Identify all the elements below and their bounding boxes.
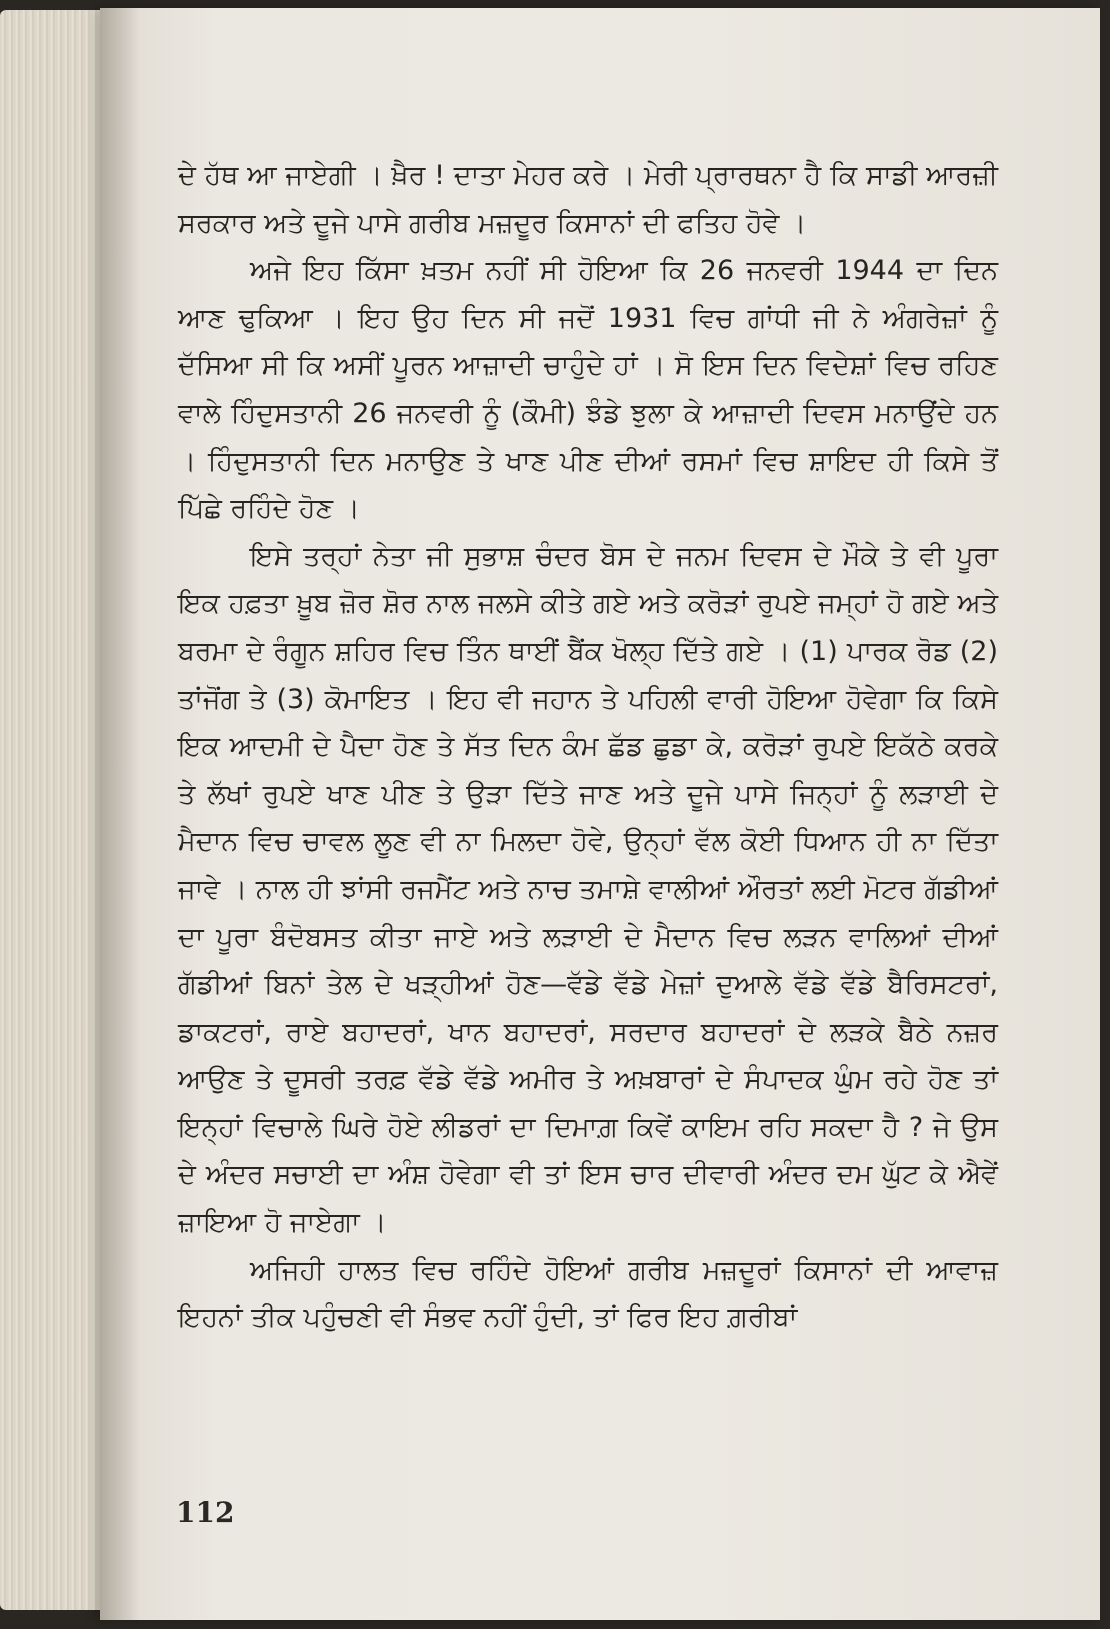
page-body-text	[178, 152, 998, 1342]
page-stack-edges	[0, 10, 110, 1610]
paragraph-3: ਇਸੇ ਤਰ੍ਹਾਂ ਨੇਤਾ ਜੀ ਸੁਭਾਸ਼ ਚੰਦਰ ਬੋਸ ਦੇ ਜਨਮ ਦਿਵਸ ਦੇ ਮੌਕੇ ਤੇ ਵੀ ਪੂਰਾ ਇਕ ਹਫ਼ਤਾ ਖ਼ੂਬ ਜ਼ੋਰ ਸ਼ੋਰ ਨਾਲ ਜਲਸੇ ਕੀਤੇ ਗਏ ਅਤੇ ਕਰੋੜਾਂ ਰੁਪਏ ਜਮ੍ਹਾਂ ਹੋ ਗਏ ਅਤੇ ਬਰਮਾ ਦੇ ਰੰਗੂਨ ਸ਼ਹਿਰ ਵਿਚ ਤਿੰਨ ਥਾਈਂ ਬੈਂਕ ਖੋਲ੍ਹ ਦਿੱਤੇ ਗਏ । (1) ਪਾਰਕ ਰੋਡ (2) ਤਾਂਜੋਂਗ ਤੇ (3) ਕੋਮਾਇਤ । ਇਹ ਵੀ ਜਹਾਨ ਤੇ ਪਹਿਲੀ ਵਾਰੀ ਹੋਇਆ ਹੋਵੇਗਾ ਕਿ ਕਿਸੇ ਇਕ ਆਦਮੀ ਦੇ ਪੈਦਾ ਹੋਣ ਤੇ ਸੱਤ ਦਿਨ ਕੰਮ ਛੱਡ ਛੁਡਾ ਕੇ, ਕਰੋੜਾਂ ਰੁਪਏ ਇਕੱਠੇ ਕਰਕੇ ਤੇ ਲੱਖਾਂ ਰੁਪਏ ਖਾਣ ਪੀਣ ਤੇ ਉੜਾ ਦਿੱਤੇ ਜਾਣ ਅਤੇ ਦੂਜੇ ਪਾਸੇ ਜਿਨ੍ਹਾਂ ਨੂੰ ਲੜਾਈ ਦੇ ਮੈਦਾਨ ਵਿਚ ਚਾਵਲ ਲੂਣ ਵੀ ਨਾ ਮਿਲਦਾ ਹੋਵੇ, ਉਨ੍ਹਾਂ ਵੱਲ ਕੋਈ ਧਿਆਨ ਹੀ ਨਾ ਦਿੱਤਾ ਜਾਵੇ । ਨਾਲ ਹੀ ਝਾਂਸੀ ਰਜਮੈਂਟ ਅਤੇ ਨਾਚ ਤਮਾਸ਼ੇ ਵਾਲੀਆਂ ਔਰਤਾਂ ਲਈ ਮੋਟਰ ਗੱਡੀਆਂ ਦਾ ਪੂਰਾ ਬੰਦੋਬਸਤ ਕੀਤਾ ਜਾਏ ਅਤੇ ਲੜਾਈ ਦੇ ਮੈਦਾਨ ਵਿਚ ਲੜਨ ਵਾਲਿਆਂ ਦੀਆਂ ਗੱਡੀਆਂ ਬਿਨਾਂ ਤੇਲ ਦੇ ਖੜ੍ਹੀਆਂ ਹੋਣ—ਵੱਡੇ ਵੱਡੇ ਮੇਜ਼ਾਂ ਦੁਆਲੇ ਵੱਡੇ ਵੱਡੇ ਬੈਰਿਸਟਰਾਂ, ਡਾਕਟਰਾਂ, ਰਾਏ ਬਹਾਦਰਾਂ, ਖਾਨ ਬਹਾਦਰਾਂ, ਸਰਦਾਰ ਬਹਾਦਰਾਂ ਦੇ ਲੜਕੇ ਬੈਠੇ ਨਜ਼ਰ ਆਉਣ ਤੇ ਦੂਸਰੀ ਤਰਫ਼ ਵੱਡੇ ਵੱਡੇ ਅਮੀਰ ਤੇ ਅਖ਼ਬਾਰਾਂ ਦੇ ਸੰਪਾਦਕ ਘੁੰਮ ਰਹੇ ਹੋਣ ਤਾਂ ਇਨ੍ਹਾਂ ਵਿਚਾਲੇ ਘਿਰੇ ਹੋਏ ਲੀਡਰਾਂ ਦਾ ਦਿਮਾਗ਼ ਕਿਵੇਂ ਕਾਇਮ ਰਹਿ ਸਕਦਾ ਹੈ ? ਜੇ ਉਸ ਦੇ ਅੰਦਰ ਸਚਾਈ ਦਾ ਅੰਸ਼ ਹੋਵੇਗਾ ਵੀ ਤਾਂ ਇਸ ਚਾਰ ਦੀਵਾਰੀ ਅੰਦਰ ਦਮ ਘੁੱਟ ਕੇ ਐਵੇਂ ਜ਼ਾਇਆ ਹੋ ਜਾਏਗਾ ।	[178, 540, 998, 1239]
paragraph-1: ਦੇ ਹੱਥ ਆ ਜਾਏਗੀ । ਖ਼ੈਰ ! ਦਾਤਾ ਮੇਹਰ ਕਰੇ । ਮੇਰੀ ਪ੍ਰਾਰਥਨਾ ਹੈ ਕਿ ਸਾਡੀ ਆਰਜ਼ੀ ਸਰਕਾਰ ਅਤੇ ਦੂਜੇ ਪਾਸੇ ਗਰੀਬ ਮਜ਼ਦੂਰ ਕਿਸਾਨਾਂ ਦੀ ਫਤਿਹ ਹੋਵੇ ।	[178, 160, 998, 239]
paragraph-2: ਅਜੇ ਇਹ ਕਿੱਸਾ ਖ਼ਤਮ ਨਹੀਂ ਸੀ ਹੋਇਆ ਕਿ 26 ਜਨਵਰੀ 1944 ਦਾ ਦਿਨ ਆਣ ਢੁਕਿਆ । ਇਹ ਉਹ ਦਿਨ ਸੀ ਜਦੋਂ 1931 ਵਿਚ ਗਾਂਧੀ ਜੀ ਨੇ ਅੰਗਰੇਜ਼ਾਂ ਨੂੰ ਦੱਸਿਆ ਸੀ ਕਿ ਅਸੀਂ ਪੂਰਨ ਆਜ਼ਾਦੀ ਚਾਹੁੰਦੇ ਹਾਂ । ਸੋ ਇਸ ਦਿਨ ਵਿਦੇਸ਼ਾਂ ਵਿਚ ਰਹਿਣ ਵਾਲੇ ਹਿੰਦੁਸਤਾਨੀ 26 ਜਨਵਰੀ ਨੂੰ (ਕੌਮੀ) ਝੰਡੇ ਝੁਲਾ ਕੇ ਆਜ਼ਾਦੀ ਦਿਵਸ ਮਨਾਉਂਦੇ ਹਨ । ਹਿੰਦੁਸਤਾਨੀ ਦਿਨ ਮਨਾਉਣ ਤੇ ਖਾਣ ਪੀਣ ਦੀਆਂ ਰਸਮਾਂ ਵਿਚ ਸ਼ਾਇਦ ਹੀ ਕਿਸੇ ਤੋਂ ਪਿੱਛੇ ਰਹਿੰਦੇ ਹੋਣ ।	[178, 255, 998, 525]
spine-shadow	[100, 8, 140, 1620]
page-number: 112	[176, 1496, 235, 1529]
paragraph-4: ਅਜਿਹੀ ਹਾਲਤ ਵਿਚ ਰਹਿੰਦੇ ਹੋਇਆਂ ਗਰੀਬ ਮਜ਼ਦੂਰਾਂ ਕਿਸਾਨਾਂ ਦੀ ਆਵਾਜ਼ ਇਹਨਾਂ ਤੀਕ ਪਹੁੰਚਣੀ ਵੀ ਸੰਭਵ ਨਹੀਂ ਹੁੰਦੀ, ਤਾਂ ਫਿਰ ਇਹ ਗ਼ਰੀਬਾਂ	[178, 1254, 998, 1334]
